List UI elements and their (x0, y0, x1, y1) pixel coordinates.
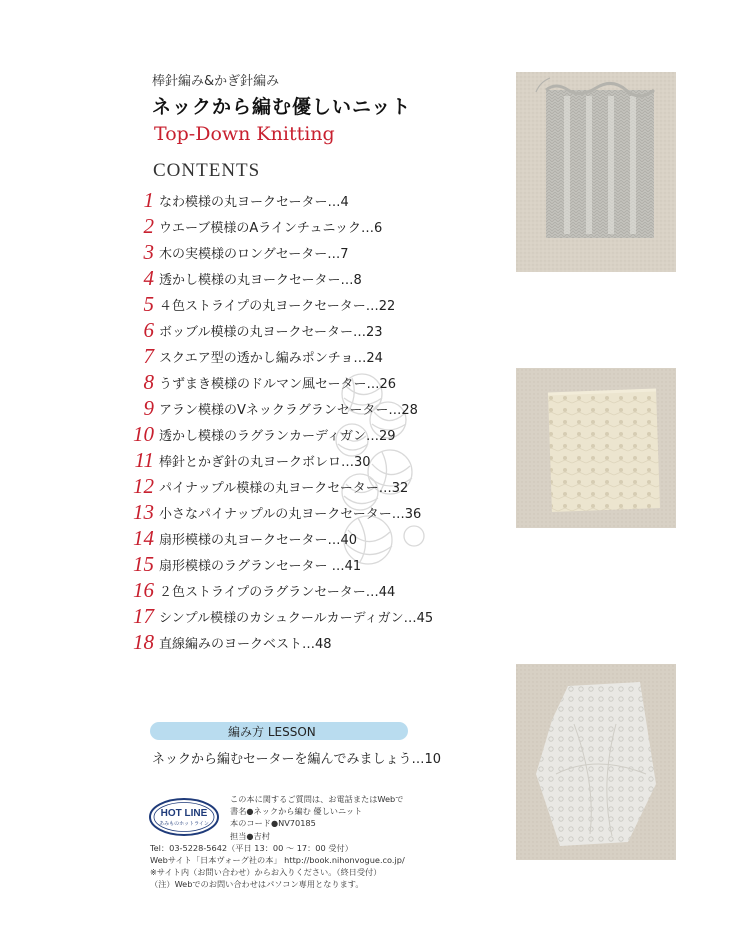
toc-item[interactable] (118, 603, 433, 629)
toc-title: スクエア型の透かし編みポンチョ…24 (159, 350, 383, 366)
toc-title: シンプル模様のカシュクールカーディガン…45 (159, 610, 434, 626)
info-line: 書名●ネックから編む 優しいニット (230, 806, 363, 817)
toc-title: ボッブル模様の丸ヨークセーター…23 (159, 324, 383, 340)
toc-item[interactable] (118, 525, 433, 551)
lesson-badge (150, 722, 408, 740)
info-line: 担当●吉村 (230, 830, 270, 841)
toc-item[interactable] (118, 447, 433, 473)
table-of-contents (118, 187, 433, 655)
knit-swatch-photo-pineapple (516, 664, 676, 860)
toc-title: 棒針とかぎ針の丸ヨークボレロ…30 (159, 454, 371, 470)
hotline-logo-text: HOT LINE (160, 808, 208, 819)
info-line: 本のコード●NV70185 (230, 818, 316, 829)
info-website[interactable]: Webサイト「日本ヴォーグ社の本」 http://book.nihonvogue.co.jp/ (150, 855, 405, 866)
toc-title: うずまき模様のドルマン風セーター…26 (159, 376, 397, 392)
toc-title: アラン模様のVネックラグランセーター…28 (159, 402, 418, 418)
toc-number: 13 (133, 499, 154, 524)
toc-number: 17 (133, 603, 154, 628)
book-title: ネックから編む優しいニット (152, 96, 412, 118)
toc-title: 木の実模様のロングセーター…7 (159, 246, 349, 262)
info-line: （注）Webでのお問い合わせはパソコン専用となります。 (150, 879, 364, 890)
lesson-badge-label: 編み方 LESSON (228, 724, 316, 739)
toc-title: ４色ストライプの丸ヨークセーター…22 (159, 298, 396, 314)
lesson-link[interactable]: ネックから編むセーターを編んでみましょう…10 (152, 752, 442, 767)
toc-item[interactable] (118, 577, 433, 603)
book-subtitle: 棒針編み&かぎ針編み (152, 74, 280, 89)
toc-number: 9 (143, 395, 154, 420)
toc-title: ２色ストライプのラグランセーター…44 (159, 584, 396, 600)
toc-number: 4 (143, 265, 154, 290)
toc-item[interactable] (118, 421, 433, 447)
knit-swatch-photo-lace (516, 368, 676, 528)
toc-title: 小さなパイナップルの丸ヨークセーター…36 (159, 506, 422, 522)
hotline-logo-subtext: あみものホットライン (159, 821, 209, 827)
toc-item[interactable] (118, 499, 433, 525)
toc-number: 7 (143, 343, 154, 368)
toc-title: 透かし模様のラグランカーディガン…29 (159, 428, 396, 444)
toc-title: パイナップル模様の丸ヨークセーター…32 (159, 480, 409, 496)
toc-title: 直線編みのヨークベスト…48 (159, 636, 332, 652)
toc-item[interactable] (118, 317, 433, 343)
toc-title: ウエーブ模様のAラインチュニック…6 (159, 220, 383, 236)
toc-number: 2 (143, 213, 154, 238)
toc-number: 1 (143, 187, 154, 212)
info-line: この本に関するご質問は、お電話またはWebで (230, 794, 404, 804)
toc-number: 14 (133, 525, 154, 550)
knit-swatch-photo-cable (516, 72, 676, 272)
info-phone: Tel：03-5228-5642（平日 13：00 〜 17：00 受付） (150, 842, 353, 853)
info-line: ※サイト内（お問い合わせ）からお入りください。（終日受付） (150, 867, 382, 878)
toc-number: 3 (143, 239, 154, 264)
toc-item[interactable] (118, 265, 433, 291)
toc-number: 10 (133, 421, 154, 446)
toc-item[interactable] (118, 343, 433, 369)
toc-number: 11 (134, 447, 154, 472)
toc-item[interactable] (118, 291, 433, 317)
toc-title: 透かし模様の丸ヨークセーター…8 (159, 272, 362, 288)
toc-item[interactable] (118, 473, 433, 499)
toc-item[interactable] (118, 395, 433, 421)
contents-heading: CONTENTS (153, 160, 261, 181)
header (152, 70, 411, 145)
toc-title: 扇形模様の丸ヨークセーター…40 (159, 532, 358, 548)
toc-number: 12 (133, 473, 154, 498)
toc-number: 8 (143, 369, 154, 394)
toc-item[interactable] (118, 213, 433, 239)
contact-info (150, 793, 405, 891)
toc-number: 6 (143, 317, 154, 342)
toc-number: 16 (133, 577, 154, 602)
toc-item[interactable] (118, 369, 433, 395)
toc-item[interactable] (118, 187, 433, 213)
toc-item[interactable] (118, 239, 433, 265)
toc-title: なわ模様の丸ヨークセーター…4 (159, 194, 349, 210)
toc-number: 15 (133, 551, 154, 576)
toc-item[interactable] (118, 551, 433, 577)
toc-title: 扇形模様のラグランセーター …41 (159, 558, 362, 574)
toc-item[interactable] (118, 629, 433, 655)
toc-number: 18 (133, 629, 154, 654)
toc-number: 5 (143, 291, 154, 316)
book-english-title: Top-Down Knitting (154, 123, 335, 145)
